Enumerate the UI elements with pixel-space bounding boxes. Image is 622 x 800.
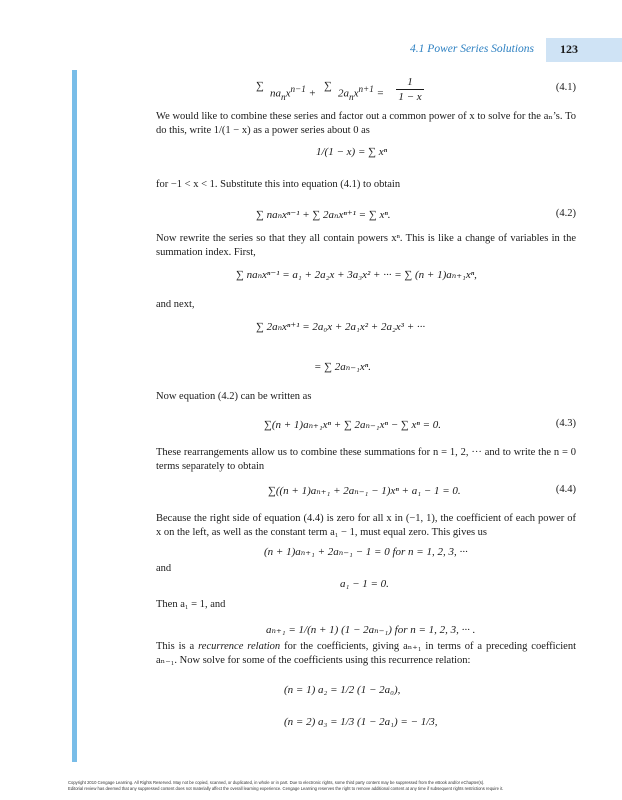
paragraph-4: and next, xyxy=(156,299,195,310)
equation-geometric-text: 1/(1 − x) = ∑ xⁿ xyxy=(316,146,388,158)
equation-recurrence-relation xyxy=(266,623,475,636)
equation-n1 xyxy=(284,684,400,696)
paragraph-5: Now equation (4.2) can be written as xyxy=(156,391,312,402)
paragraph-10-b: for the coefficients, giving aₙ₊₁ in terms of a preceding coefficient aₙ₋₁. Now solve for some of the coefficients using this recurrence relation: xyxy=(156,641,576,666)
section-title: 4.1 Power Series Solutions xyxy=(410,43,534,55)
paragraph-10 xyxy=(156,640,576,668)
equation-number-4-3: (4.3) xyxy=(555,418,576,429)
paragraph-10-a: This is a xyxy=(156,641,199,652)
footer-line-1: Copyright 2010 Cengage Learning. All Rights Reserved. May not be copied, scanned, or duplicated, in whole or in part. Due to electronic rights, some third party content may be suppressed from the eBook and/or eChapter(s). xyxy=(68,780,485,785)
equation-geometric xyxy=(316,146,387,158)
copyright-footer xyxy=(68,780,588,792)
equation-shift-2a-text: ∑ 2aₙxⁿ⁺¹ = 2a₀x + 2a₁x² + 2a₂x³ + ··· xyxy=(256,321,426,333)
page-number-tab xyxy=(546,38,622,62)
equation-recurrence-1 xyxy=(264,545,468,558)
equation-n2 xyxy=(284,716,438,728)
equation-shift-1 xyxy=(236,268,477,281)
equation-a1-text: a₁ − 1 = 0. xyxy=(340,578,389,590)
equation-4-4-text: ∑((n + 1)aₙ₊₁ + 2aₙ₋₁ − 1)xⁿ + a₁ − 1 = 0. xyxy=(268,485,461,497)
equation-4-2-text: ∑ naₙxⁿ⁻¹ + ∑ 2aₙxⁿ⁺¹ = ∑ xⁿ. xyxy=(256,209,391,221)
footer-line-2: Editorial review has deemed that any suppressed content does not materially affect the overall learning experience. Cengage Learning reserves the right to remove additional content at any time if subsequent rights restrictions require it. xyxy=(68,786,504,791)
equation-4-3 xyxy=(264,418,441,431)
equation-n1-text: (n = 1) a₂ = 1/2 (1 − 2a₀), xyxy=(284,684,401,696)
equation-shift-1-text: ∑ naₙxⁿ⁻¹ = a₁ + 2a₂x + 3a₃x² + ··· = ∑ (n + 1)aₙ₊₁xⁿ, xyxy=(236,269,477,281)
equation-shift-2b xyxy=(314,360,371,373)
equation-recurrence-1-text: (n + 1)aₙ₊₁ + 2aₙ₋₁ − 1 = 0 for n = 1, 2, 3, ··· xyxy=(264,546,468,558)
equation-4-2 xyxy=(256,208,391,221)
paragraph-8: and xyxy=(156,563,172,574)
page-header xyxy=(0,38,622,62)
equation-a1 xyxy=(340,578,389,590)
margin-bar xyxy=(72,70,77,762)
paragraph-2: for −1 < x < 1. Substitute this into equation (4.1) to obtain xyxy=(156,179,401,190)
paragraph-7: Because the right side of equation (4.4) is zero for all x in (−1, 1), the coefficient of each power of x on the left, as well as the constant term a₁ − 1, must equal zero. This gives us xyxy=(156,513,576,538)
equation-number-4-4: (4.4) xyxy=(555,484,576,495)
equation-shift-2a xyxy=(256,320,425,333)
paragraph-1: We would like to combine these series and factor out a common power of x to solve for the aₙ’s. To do this, write 1/(1 − x) as a power series about 0 as xyxy=(156,111,576,136)
equation-n2-text: (n = 2) a₃ = 1/3 (1 − 2a₁) = − 1/3, xyxy=(284,716,438,728)
equation-4-3-text: ∑(n + 1)aₙ₊₁xⁿ + ∑ 2aₙ₋₁xⁿ − ∑ xⁿ = 0. xyxy=(264,419,442,431)
paragraph-3: Now rewrite the series so that they all contain powers xⁿ. This is like a change of variables in the summation index. First, xyxy=(156,233,576,258)
paragraph-10-emphasis: recurrence relation xyxy=(198,641,281,652)
paragraph-6: These rearrangements allow us to combine these summations for n = 1, 2, ··· and to write the n = 0 terms separately to obtain xyxy=(156,447,576,472)
equation-recurrence-relation-text: aₙ₊₁ = 1/(n + 1) (1 − 2aₙ₋₁) for n = 1, 2, 3, ··· . xyxy=(266,624,476,636)
equation-number-4-2: (4.2) xyxy=(555,208,576,219)
page-number: 123 xyxy=(560,42,578,56)
paragraph-9: Then a₁ = 1, and xyxy=(156,599,226,610)
equation-4-4 xyxy=(268,484,461,497)
equation-shift-2b-text: = ∑ 2aₙ₋₁xⁿ. xyxy=(314,361,371,373)
equation-number-4-1: (4.1) xyxy=(555,82,576,93)
